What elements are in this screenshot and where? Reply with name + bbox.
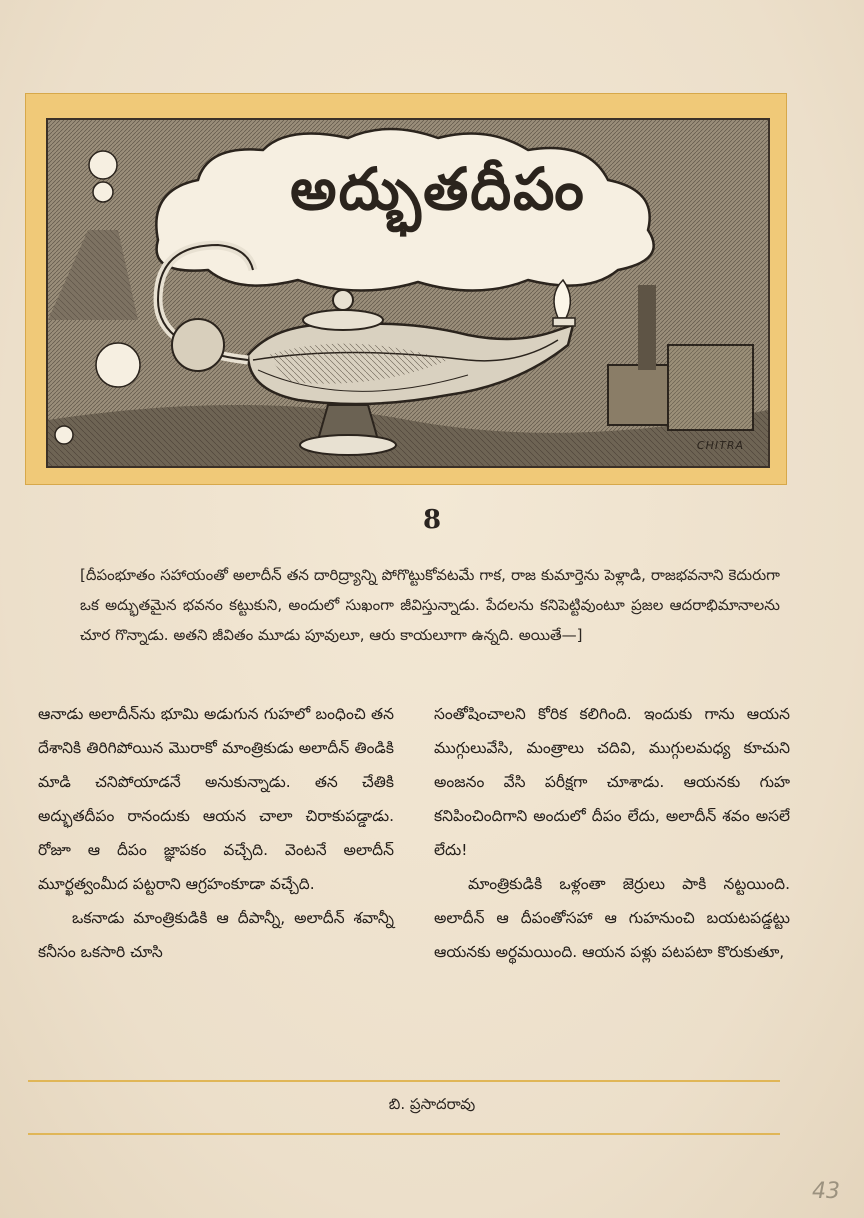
- story-title: అద్భుతదీపం: [290, 154, 586, 223]
- paragraph: మాంత్రికుడికి ఒళ్లంతా జెర్రులు పాకి నట్టయింది. అలాదీన్ ఆ దీపంతోసహా ఆ గుహనుంచి బయటపడ్డట్టు ఆయనకు అర్థమయింది. ఆయన పళ్లు పటపటా కొరుకుతూ,: [434, 875, 790, 961]
- right-column: [434, 697, 790, 1057]
- left-column: [38, 697, 394, 1057]
- paragraph: ఒకనాడు మాంత్రికుడికి ఆ దీపాన్నీ, అలాదీన్ శవాన్నీ కనీసం ఒకసారి చూసి: [38, 909, 394, 961]
- title-banner: [25, 93, 787, 485]
- page-number: 43: [812, 1179, 840, 1204]
- chapter-number: 8: [422, 505, 442, 535]
- artist-signature: CHITRA: [696, 439, 744, 452]
- author-credit: బి. ప్రసాదరావు: [388, 1095, 476, 1113]
- magic-lamp-illustration: [46, 118, 770, 468]
- paragraph: సంతోషించాలని కోరిక కలిగింది. ఇందుకు గాను ఆయన ముగ్గులువేసి, మంత్రాలు చదివి, ముగ్గులమధ్య కూచుని అంజనం వేసి పరీక్షగా చూశాడు. ఆయనకు గుహ కనిపించిందిగాని అందులో దీపం లేదు, అలాదీన్ శవం అసలే లేదు!: [434, 705, 790, 859]
- divider-top: [28, 1080, 780, 1082]
- previous-summary: [దీపంభూతం సహాయంతో అలాదీన్ తన దారిద్ర్యాన్ని పోగొట్టుకోవటమే గాక, రాజ కుమార్తెను పెళ్లాడి, రాజభవనాని కెదురుగా ఒక అద్భుతమైన భవనం కట్టుకుని, అందులో సుఖంగా జీవిస్తున్నాడు. పేదలను కనిపెట్టివుంటూ ప్రజల ఆదరాభిమానాలను చూర గొన్నాడు. అతని జీవితం మూడు పూవులూ, ఆరు కాయలూగా ఉన్నది. అయితే—]: [80, 566, 780, 644]
- paragraph: ఆనాడు అలాదీన్‌ను భూమి అడుగున గుహలో బంధించి తన దేశానికి తిరిగిపోయిన మొరాకో మాంత్రికుడు అలాదీన్ తిండికి మాడి చనిపోయాడనే అనుకున్నాడు. తన చేతికి అద్భుతదీపం రానందుకు ఆయన చాలా చిరాకుపడ్డాడు. రోజూ ఆ దీపం జ్ఞాపకం వచ్చేది. వెంటనే అలాదీన్ మూర్ఖత్వంమీద పట్టరాని ఆగ్రహంకూడా వచ్చేది.: [38, 705, 394, 893]
- divider-bottom: [28, 1133, 780, 1135]
- story-body: [38, 697, 790, 1057]
